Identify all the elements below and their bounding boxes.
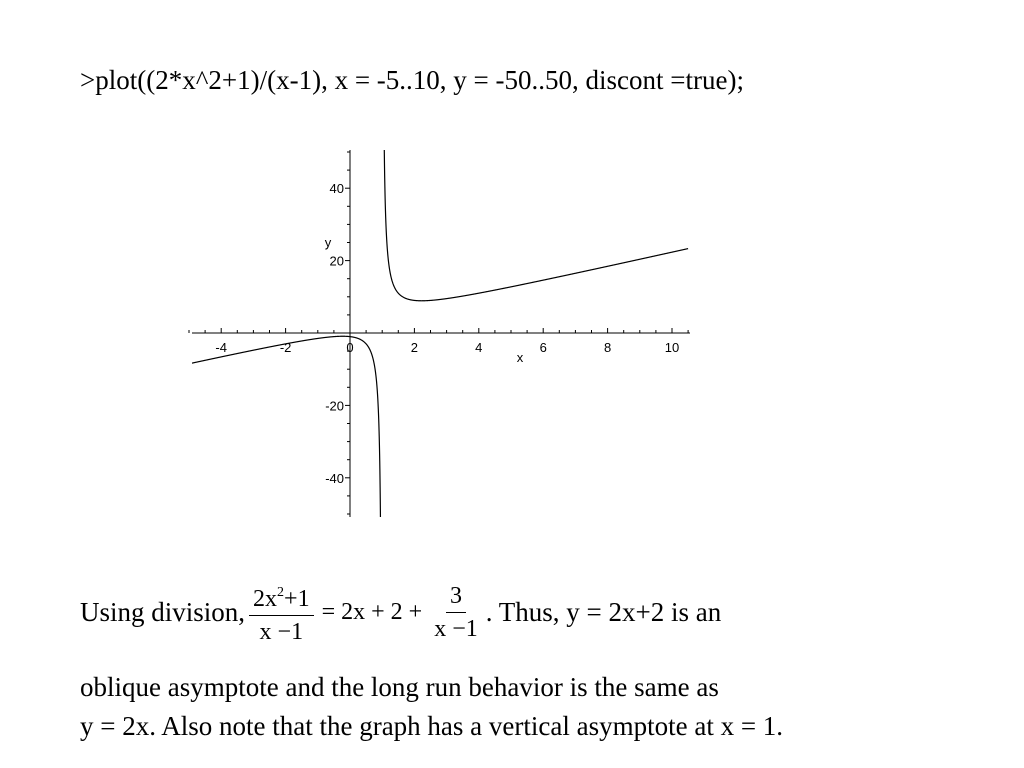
lhs-numerator: $2x^2+1$ <box>249 579 314 616</box>
rhs-denominator: x −1 <box>434 615 478 642</box>
asymptote-paragraph-line-2: oblique asymptote and the long run behavior is the same as <box>80 672 719 702</box>
y-tick-label: -40 <box>325 470 344 486</box>
x-tick-label: 2 <box>410 340 419 355</box>
y-tick-label: 20 <box>329 253 344 269</box>
lhs-fraction <box>249 579 314 646</box>
y-axis-label: y <box>324 235 332 250</box>
x-tick-label: 4 <box>475 340 483 355</box>
division-prefix: Using division, <box>80 596 246 627</box>
maple-command: >plot((2*x^2+1)/(x-1), x = -5..10, y = -50..50, discont =true); <box>80 65 744 95</box>
rhs-numerator: 3 <box>446 582 466 613</box>
plot-curves <box>189 148 688 526</box>
x-tick-label: 0 <box>346 340 354 355</box>
plot-axes <box>192 150 690 517</box>
curve-left-branch <box>189 336 381 526</box>
x-tick-label: -4 <box>215 340 227 355</box>
division-middle: = 2x + 2 + <box>321 598 423 625</box>
x-tick-label: -2 <box>279 340 292 355</box>
y-tick-label: 40 <box>329 181 344 197</box>
division-suffix: . Thus, y = 2x+2 is an <box>485 596 722 627</box>
y-tick-label: -20 <box>325 398 344 414</box>
x-axis-label: x <box>516 350 524 365</box>
lhs-denominator: x −1 <box>259 618 304 645</box>
x-tick-label: 6 <box>539 340 547 355</box>
x-tick-label: 10 <box>664 340 680 355</box>
asymptote-paragraph-line-3: y = 2x. Also note that the graph has a vertical asymptote at x = 1. <box>80 711 784 741</box>
x-tick-label: 8 <box>603 340 612 355</box>
division-statement <box>80 582 722 645</box>
rhs-fraction <box>430 582 482 643</box>
curve-right-branch <box>384 148 688 301</box>
